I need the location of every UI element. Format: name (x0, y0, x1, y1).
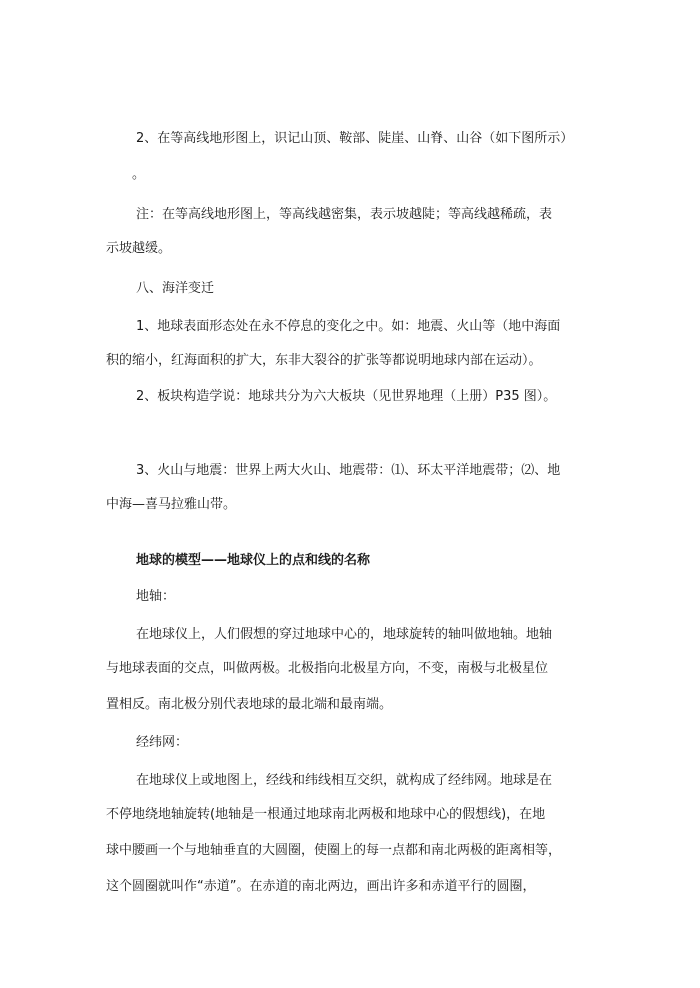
paragraph-grid-line-1: 在地球仪上或地图上，经线和纬线相互交织，就构成了经纬网。地球是在 (136, 773, 553, 788)
paragraph-earth-axis-line-3: 置相反。南北极分别代表地球的最北端和最南端。 (106, 697, 393, 712)
paragraph-volcano-earthquake-line-2: 中海—喜马拉雅山带。 (106, 497, 237, 512)
paragraph-note-line-2: 示坡越缓。 (106, 241, 172, 256)
paragraph-earth-surface-line-2: 积的缩小，红海面积的扩大，东非大裂谷的扩张等都说明地球内部在运动）。 (106, 353, 542, 368)
paragraph-volcano-earthquake-line-1: 3、火山与地震：世界上两大火山、地震带：⑴、环太平洋地震带；⑵、地 (136, 463, 561, 478)
paragraph-grid-line-2: 不停地绕地轴旋转(地轴是一根通过地球南北两极和地球中心的假想线)，在地 (106, 807, 546, 822)
paragraph-earth-axis-line-1: 在地球仪上，人们假想的穿过地球中心的，地球旋转的轴叫做地轴。地轴 (136, 627, 553, 642)
paragraph-contour-landforms: 2、在等高线地形图上，识记山顶、鞍部、陡崖、山脊、山谷（如下图所示） (136, 131, 574, 146)
paragraph-grid-line-3: 球中腰画一个与地轴垂直的大圆圈，使圈上的每一点都和南北两极的距离相等， (106, 843, 562, 858)
paragraph-earth-axis-line-2: 与地球表面的交点，叫做两极。北极指向北极星方向，不变，南极与北极星位 (106, 661, 549, 676)
paragraph-plate-tectonics: 2、板块构造学说：地球共分为六大板块（见世界地理（上册）P35 图）。 (136, 389, 557, 404)
subheading-latitude-longitude-grid: 经纬网： (136, 735, 189, 750)
subheading-earth-axis: 地轴： (136, 589, 176, 604)
section-heading-globe-model: 地球的模型——地球仪上的点和线的名称 (136, 553, 371, 568)
section-heading-ocean-change: 八、海洋变迁 (136, 281, 215, 296)
paragraph-earth-surface-line-1: 1、地球表面形态处在永不停息的变化之中。如：地震、火山等（地中海面 (136, 319, 561, 334)
paragraph-period: 。 (132, 167, 146, 182)
paragraph-grid-line-4: 这个圆圈就叫作“赤道”。在赤道的南北两边，画出许多和赤道平行的圆圈， (106, 879, 536, 894)
paragraph-note-line-1: 注：在等高线地形图上，等高线越密集，表示坡越陡；等高线越稀疏，表 (136, 207, 553, 222)
